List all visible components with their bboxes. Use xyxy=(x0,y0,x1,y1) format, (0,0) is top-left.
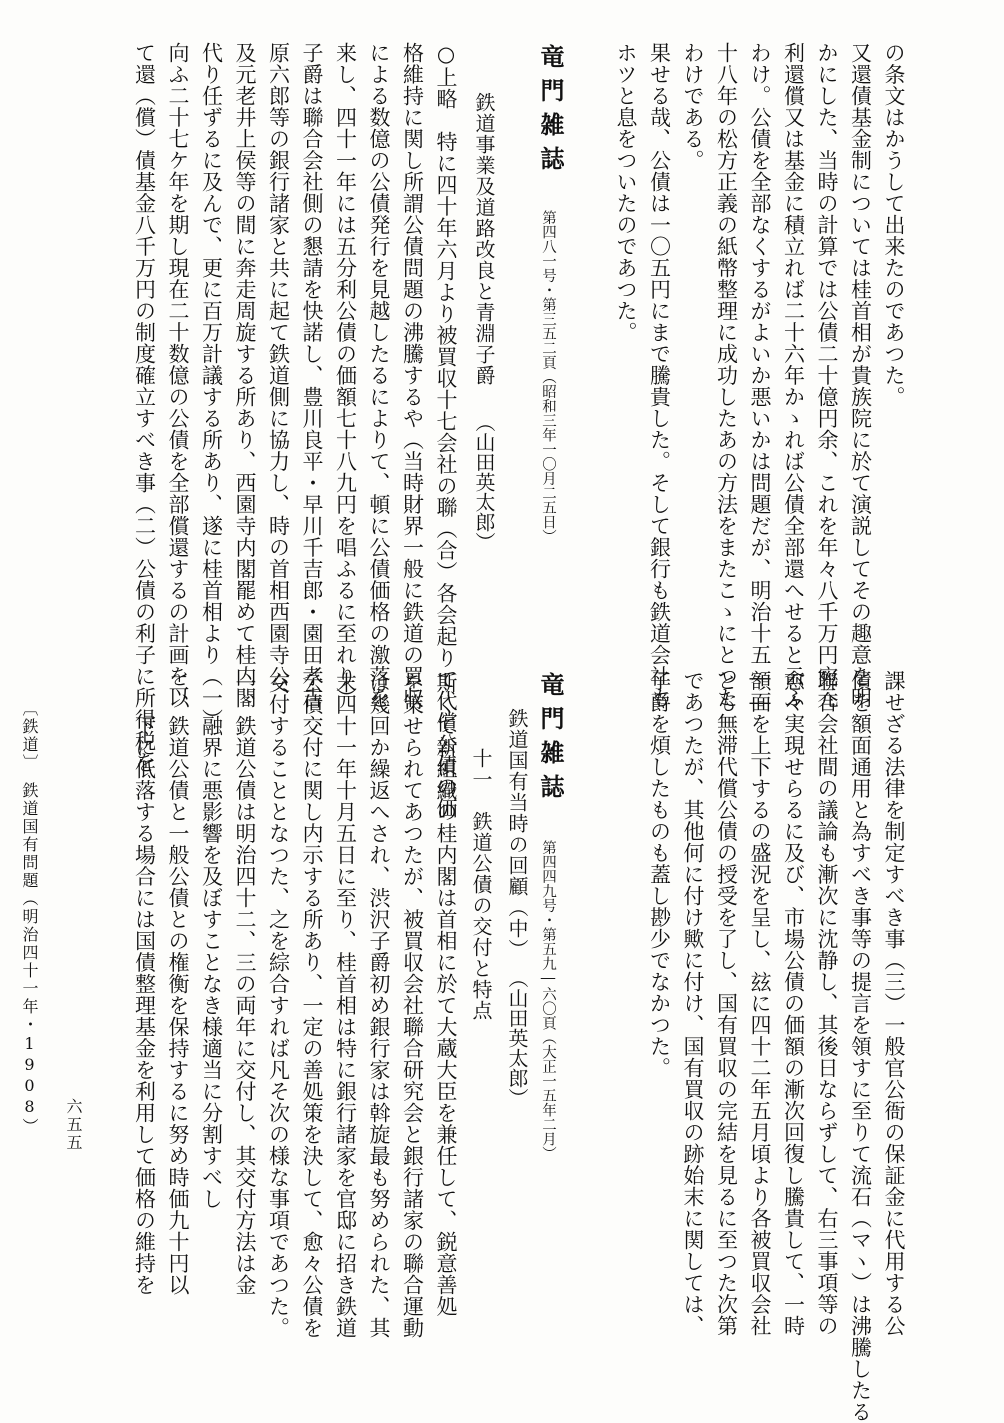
text-line: による数億の公債発行を見越したるによりて、頓に公債価格の激落を xyxy=(367,42,391,709)
article-citation: 第四四九号・第五九―六〇頁（大正一五年二月） xyxy=(540,840,556,1161)
text-line: 愈々実現せらるに及び、市場公債の価額の漸次回復し騰貴して、一時 xyxy=(781,670,806,1337)
text-line: 子爵は聯合会社側の懇請を快諾し、豊川良平・早川千吉郎・園田孝吉 xyxy=(300,42,324,709)
text-line: わけである。 xyxy=(681,42,705,171)
text-line: を策せられてあつたが、被買収会社聯合研究会と銀行諸家の聯合運動 xyxy=(400,672,425,1339)
text-line: 利還償又は基金に積立れば二十六年かゝれば公債全部還へせると云ふ xyxy=(781,42,806,709)
text-line: 果せる哉、公債は一〇五円にまで騰貴した。そして銀行も鉄道会社も xyxy=(647,42,672,709)
article-subtitle: 鉄道国有当時の回顧（中） xyxy=(505,708,529,960)
bottom-right-text xyxy=(642,670,910,1423)
section-heading: 十一 鉄道公債の交付と特点 xyxy=(469,748,493,1021)
text-line: 一、鉄道公債は明治四十二、三の両年に交付し、其交付方法は金 xyxy=(233,672,257,1296)
text-line: 十八年の松方正義の紙幣整理に成功したあの方法をまたこゝにとつた xyxy=(714,42,739,709)
text-line: 来し、四十一年には五分利公債の価額七十八九円を唱ふるに至れり） xyxy=(333,42,358,709)
text-line: とも無滞代償公債の授受を了し、国有買収の完結を見るに至つた次第 xyxy=(714,670,739,1337)
article-heading: 竜門雑誌 xyxy=(536,672,565,808)
text-line: 公債交付に関し内示する所あり、一定の善処策を決して、愈々公債を xyxy=(300,672,324,1339)
text-line: 及元老井上侯等の間に奔走周旋する所あり、西園寺内閣罷めて桂内閣 xyxy=(233,42,257,709)
text-line: て還（償）債基金八千万円の制度確立すべき事（二）公債の利子に所得税を xyxy=(132,42,157,773)
text-line: 融界に悪影響を及ぼすことなき様適当に分割すべし xyxy=(199,672,224,1210)
text-line: 課せざる法律を制定すべき事（三）一般官公衙の保証金に代用する公 xyxy=(882,670,906,1337)
text-line: 交付することとなつた、之を綜合すれば凡そ次の様な事項であつた。 xyxy=(266,672,291,1339)
text-line: 債を額面通用と為すべき事等の提言を領すに至りて流石（マヽ）は沸騰したる xyxy=(848,670,873,1423)
text-line: 額面を上下するの盛況を呈し、玆に四十二年五月頃より各被買収会社 xyxy=(748,670,772,1337)
text-line: 又還債基金制については桂首相が貴族院に於て演説してその趣意を明 xyxy=(848,42,873,709)
text-line: 斯くて新組織の桂内閣は首相に於て大蔵大臣を兼任して、鋭意善処 xyxy=(434,672,458,1317)
text-line: 子爵を煩したものも蓋し尠少でなかつた。 xyxy=(647,670,672,1079)
text-line: 格維持に関し所謂公債問題の沸騰するや（当時財界一般に鉄道の買収 xyxy=(400,42,425,709)
text-line: ホツと息をついたのであつた。 xyxy=(614,42,638,343)
text-line: 向ふ二十七ケ年を期し現在二十数億の公債を全部償還するの計画を以 xyxy=(166,42,190,709)
running-footer: 〔鉄道〕 鉄道国有問題（明治四十一年・1908） xyxy=(20,700,39,1136)
text-line: ○上略 特に四十年六月より被買収十七会社の聯（合）各会起りて代償公債の価 xyxy=(434,42,458,819)
text-line: かにした、当時の計算では公債二十億円余、これを年々八千万円宛元 xyxy=(815,42,839,709)
text-line: 末四十一年十月五日に至り、桂首相は特に銀行諸家を官邸に招き鉄道 xyxy=(333,672,358,1339)
article-author: （山田英太郎） xyxy=(472,412,496,552)
article-author: （山田英太郎） xyxy=(505,968,529,1108)
article-subtitle: 鉄道事業及道路改良と青淵子爵 xyxy=(472,92,496,386)
page-number: 六五五 xyxy=(64,1098,83,1152)
text-line: 原六郎等の銀行諸家と共に起て鉄道側に協力し、時の首相西園寺公、 xyxy=(266,42,291,709)
text-line: 下に低落する場合には国債整理基金を利用して価格の維持を xyxy=(132,672,157,1296)
text-line: の条文はかうして出来たのであつた。 xyxy=(882,42,906,408)
text-line: は幾回か繰返へされ、渋沢子爵初め銀行家は斡旋最も努められた、其 xyxy=(367,672,391,1339)
top-right-text xyxy=(609,42,911,715)
text-line: であつたが、其他何に付け歟に付け、国有買収の跡始末に関しては、 xyxy=(681,670,705,1337)
top-left-text xyxy=(127,42,462,819)
text-line: 二、鉄道公債と一般公債との権衡を保持するに努め時価九十円以 xyxy=(166,672,190,1296)
text-line: 代り任ずるに及んで、更に百万計議する所あり、遂に桂首相より（一） xyxy=(199,42,224,730)
text-line: 聯合会社間の議論も漸次に沈静し、其後日ならずして、右三事項等の xyxy=(815,670,839,1337)
article-heading: 竜門雑誌 xyxy=(536,44,565,180)
text-line: わけ。公債を全部なくするがよいか悪いかは問題だが、明治十五―― xyxy=(748,42,772,715)
bottom-left-text xyxy=(127,672,462,1339)
article-citation: 第四八一号・第三五二頁（昭和三年一〇月二五日） xyxy=(540,210,556,544)
